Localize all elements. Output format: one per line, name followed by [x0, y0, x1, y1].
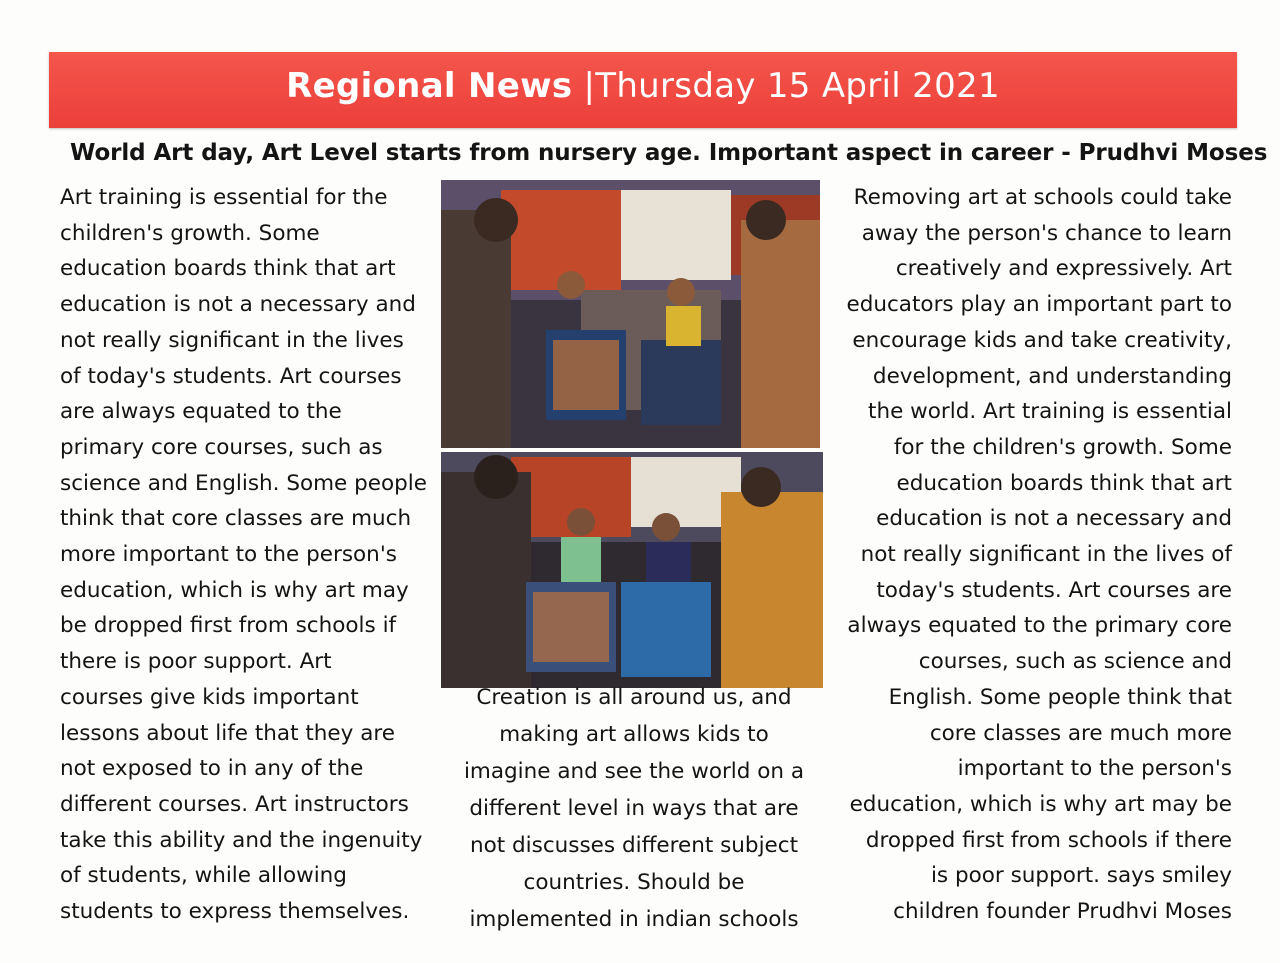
text-line: science and English. Some people	[60, 470, 428, 496]
text-line: Removing art at schools could take	[853, 185, 1232, 210]
text-line: countries. Should be	[523, 870, 745, 895]
text-line: courses give kids important	[60, 684, 359, 710]
article-column-middle	[446, 679, 822, 938]
text-line: core classes are much more	[929, 720, 1232, 746]
article-column-right	[822, 180, 1232, 930]
event-photo-bottom	[441, 452, 823, 688]
section-name: Regional News	[286, 66, 573, 106]
text-line: lessons about life that they are	[60, 720, 395, 746]
banner-separator: |	[583, 66, 596, 106]
text-line: today's students. Art courses are	[876, 577, 1232, 603]
banner-text	[49, 66, 1237, 106]
text-line: education, which is why art may	[60, 577, 409, 603]
text-line: for the children's growth. Some	[893, 434, 1232, 460]
text-line: courses, such as science and	[918, 649, 1232, 675]
text-line: encourage kids and take creativity,	[852, 327, 1232, 353]
text-line: not really significant in the lives of	[860, 542, 1232, 568]
text-line: the world. Art training is essential	[868, 399, 1232, 425]
text-line: education is not a necessary and	[876, 506, 1232, 532]
text-line: implemented in indian schools	[469, 907, 799, 932]
text-line: education boards think that art	[896, 470, 1232, 496]
text-line: education is not a necessary and	[60, 292, 416, 318]
text-line: making art allows kids to	[499, 722, 769, 747]
text-line: important to the person's	[957, 756, 1232, 782]
text-line: different level in ways that are	[469, 796, 799, 821]
issue-date: Thursday 15 April 2021	[595, 66, 1000, 106]
text-line: students to express themselves.	[60, 899, 410, 925]
photo-illustration	[441, 180, 820, 448]
text-line: be dropped first from schools if	[60, 613, 397, 639]
text-line: dropped first from schools if there	[865, 827, 1232, 853]
event-photo-top	[441, 180, 820, 448]
text-line: of students, while allowing	[60, 863, 347, 889]
text-line: is poor support. says smiley	[930, 863, 1232, 889]
text-line: think that core classes are much	[60, 506, 412, 532]
text-line: take this ability and the ingenuity	[60, 827, 423, 853]
text-line: more important to the person's	[60, 542, 397, 568]
text-line: not really significant in the lives	[60, 327, 404, 353]
text-line: always equated to the primary core	[847, 613, 1232, 639]
text-line: English. Some people think that	[888, 684, 1232, 710]
text-line: different courses. Art instructors	[60, 791, 409, 817]
section-banner	[49, 52, 1237, 128]
text-line: educators play an important part to	[846, 292, 1232, 318]
text-line: not discusses different subject	[469, 833, 799, 858]
text-line: children founder Prudhvi Moses	[893, 899, 1232, 925]
text-line: children's growth. Some	[60, 220, 320, 246]
text-line: Art training is essential for the	[60, 185, 388, 210]
text-line: Creation is all around us, and	[476, 685, 792, 710]
photo-illustration	[441, 452, 823, 688]
text-line: imagine and see the world on a	[463, 759, 805, 784]
text-line: development, and understanding	[872, 363, 1232, 389]
text-line: are always equated to the	[60, 399, 342, 425]
text-line: primary core courses, such as	[60, 434, 383, 460]
article-column-left	[60, 180, 440, 930]
text-line: education, which is why art may be	[849, 791, 1232, 817]
text-line: away the person's chance to learn	[861, 220, 1232, 246]
text-line: there is poor support. Art	[60, 649, 332, 675]
text-line: of today's students. Art courses	[60, 363, 402, 389]
text-line: education boards think that art	[60, 256, 396, 282]
text-line: not exposed to in any of the	[60, 756, 364, 782]
text-line: creatively and expressively. Art	[895, 256, 1232, 282]
article-headline: World Art day, Art Level starts from nursery age. Important aspect in career - Prudhvi Moses	[70, 140, 1268, 166]
